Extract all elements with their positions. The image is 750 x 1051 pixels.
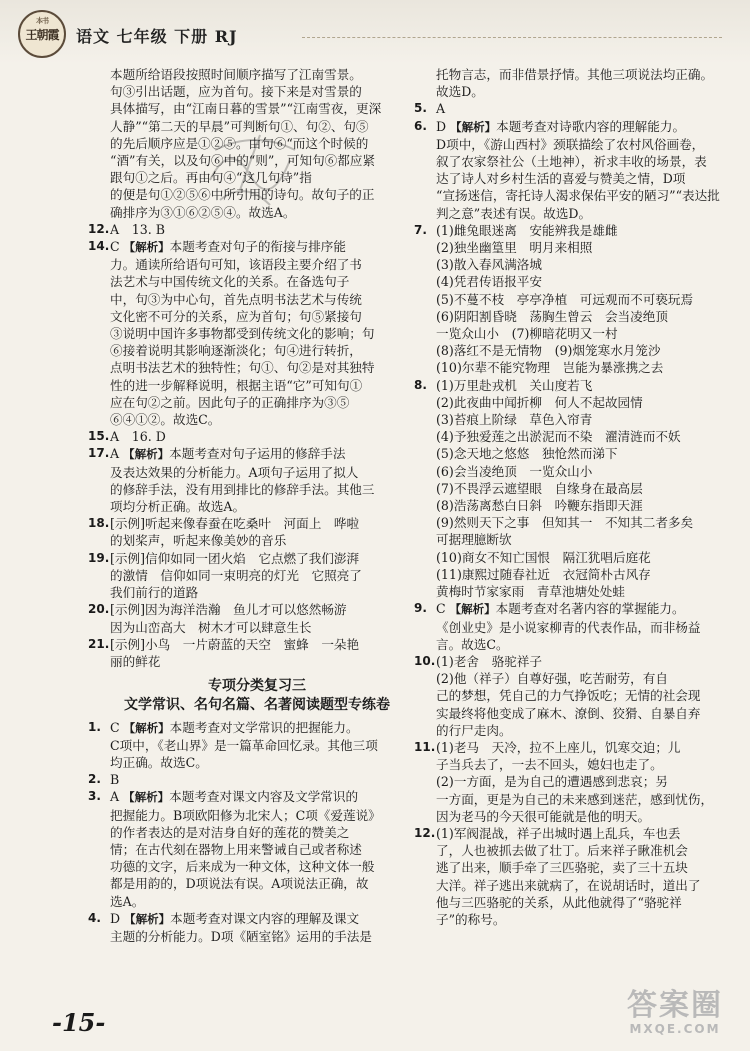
publisher-logo — [18, 10, 66, 58]
watermark-url: MXQE.COM — [629, 1022, 721, 1036]
item-number: 12. — [414, 825, 436, 840]
text-line: (11)康熙过随春社近 衣冠简朴古风存 — [436, 566, 651, 582]
text-line: 因为山峦高大 树木才可以肆意生长 — [110, 619, 312, 635]
text-line: 中，句③为中心句，首先点明书法艺术与传统 — [110, 291, 362, 307]
logo-small-text: 本书 — [36, 16, 48, 25]
item-text: A — [436, 101, 446, 117]
item-lines — [110, 928, 426, 945]
text-line: 判之意”表述有误。故选D。 — [436, 205, 592, 221]
text-line: 故选D。 — [436, 84, 484, 100]
text-line: 的修辞手法，没有用到排比的修辞手法。其他三 — [110, 481, 375, 497]
analysis-tag: 【解析】 — [449, 602, 496, 617]
item-number: 1. — [88, 719, 101, 734]
text-line: 达了诗人对乡村生活的喜爱与赞美之情，D项 — [436, 171, 686, 187]
text-line: (3)苔痕上阶绿 草色入帘青 — [436, 412, 593, 428]
text-line: 因为老马的今天很可能就是他的明天。 — [436, 808, 651, 824]
text-line: 功德的文字，后来成为一种文体，这种文体一般 — [110, 859, 375, 875]
text-line: (1)万里赴戎机 关山度若飞 — [436, 377, 593, 393]
text-line: (4)予独爱莲之出淤泥而不染 濯清涟而不妖 — [436, 429, 681, 445]
continued-explanation — [414, 66, 746, 100]
site-watermark — [610, 990, 740, 1046]
item-text: B — [110, 772, 120, 788]
answer-item-18 — [88, 515, 426, 549]
text-line: (1)老舍 骆驼祥子 — [436, 653, 542, 669]
section-item-3 — [88, 788, 426, 909]
page-header — [0, 0, 750, 64]
text-line: (5)不蔓不枝 亭亭净植 可远观而不可亵玩焉 — [436, 291, 694, 307]
item-lines — [436, 136, 746, 222]
item-number: 12. — [88, 221, 110, 236]
text-line: [示例]信仰如同一团火焰 它点燃了我们澎湃 — [110, 550, 360, 566]
text-line: 可据理臆断欤 — [436, 532, 512, 548]
text-line: (7)不畏浮云遮望眼 自缘身在最高层 — [436, 480, 643, 496]
item-text: 本题考查对名著内容的掌握能力。 — [495, 601, 685, 617]
text-line: (9)然则天下之事 但知其一 不知其二者多矣 — [436, 515, 694, 531]
item-lines — [110, 515, 426, 549]
text-line: (1)老马 天冷，拉不上座儿，饥寒交迫；儿 — [436, 739, 681, 755]
text-line: (8)落红不是无情物 (9)烟笼寒水月笼沙 — [436, 343, 661, 359]
text-line: (5)念天地之悠悠 独怆然而涕下 — [436, 446, 618, 462]
item-number: 5. — [414, 101, 427, 116]
item-number: 4. — [88, 910, 101, 925]
item-number: 21. — [88, 636, 110, 651]
answer-letter: C — [110, 239, 120, 255]
answer-item-17 — [88, 445, 426, 515]
text-line: (10)尔辈不能究物理 岂能为暴涨携之去 — [436, 360, 664, 376]
explanation-line: 本题所给语段按照时间顺序描写了江南雪景。 — [110, 67, 362, 82]
item-number: 7. — [414, 222, 427, 237]
text-line: 都是用韵的，D项说法有误。A项说法正确，故 — [110, 876, 369, 892]
text-line: (2)独坐幽篁里 明月来相照 — [436, 240, 593, 256]
section-item-6 — [414, 118, 746, 222]
answer-item-20 — [88, 601, 426, 635]
explanation-line: 人静”“第二天的早晨”可判断句①、句②、句⑤ — [110, 118, 369, 134]
left-column — [88, 66, 426, 945]
text-line: ③说明中国许多事物都受到传统文化的影响；句 — [110, 326, 375, 342]
analysis-tag: 【解析】 — [123, 720, 170, 735]
explanation-line: 句③引出话题，应为首句。接下来是对雪景的 — [110, 84, 362, 100]
analysis-tag: 【解析】 — [123, 447, 170, 462]
text-line: 子当兵去了，一去不回头，媳妇也走了。 — [436, 757, 663, 773]
section-subtitle: 文学常识、名句名篇、名著阅读题型专练卷 — [124, 697, 390, 714]
item-number: 14. — [88, 239, 110, 254]
q11-explanation — [88, 66, 426, 221]
text-line: 言。故选C。 — [436, 636, 509, 652]
answer-item-19 — [88, 550, 426, 602]
item-text: 本题考查对句子运用的修辞手法 — [169, 446, 346, 462]
text-line: 实最终将他变成了麻木、潦倒、狡猾、自暴自弃 — [436, 705, 701, 721]
answer-item-12 — [88, 221, 426, 238]
text-line: 点明书法艺术的独特性；句①、句②是对其独特 — [110, 360, 375, 376]
text-line: 的作者表达的是对洁身自好的莲花的赞美之 — [110, 824, 350, 840]
text-line: 把握能力。B项欧阳修为北宋人；C项《爱莲说》 — [110, 807, 381, 823]
text-line: (1)雌兔眼迷离 安能辨我是雄雌 — [436, 222, 618, 238]
text-line: (1)军阀混战，祥子出城时遇上乱兵，车也丢 — [436, 825, 681, 841]
text-line: (3)散入春风满洛城 — [436, 257, 542, 273]
text-line: 丽的鲜花 — [110, 653, 161, 669]
watermark-text: 答案圈 — [627, 988, 723, 1023]
text-line: (2)此夜曲中闻折柳 何人不起故园情 — [436, 394, 643, 410]
section-item-4 — [88, 910, 426, 945]
text-line: 应在句②之前。因此句子的正确排序为③⑤ — [110, 394, 350, 410]
text-line: [示例]因为海洋浩瀚 鱼儿才可以悠然畅游 — [110, 602, 347, 618]
item-text: 本题考查对文学常识的把握能力。 — [169, 719, 359, 735]
item-lines — [110, 737, 426, 771]
section-item-7 — [414, 222, 746, 377]
text-line: 性的进一步解释说明，根据主语“它”可知句① — [110, 377, 363, 393]
text-line: 一览众山小 (7)柳暗花明又一村 — [436, 326, 618, 342]
answer-letter: D — [436, 118, 447, 134]
analysis-tag: 【解析】 — [123, 240, 170, 255]
text-line: 己的梦想，凭自己的力气挣饭吃；无情的社会现 — [436, 688, 701, 704]
text-line: 他与三匹骆驼的关系，从此他就得了“骆驼祥 — [436, 894, 682, 910]
text-line: 项均分析正确。故选A。 — [110, 499, 246, 515]
text-line: 子”的称号。 — [436, 911, 506, 927]
explanation-line: “酒”有关，以及句⑥中的“则”，可知句⑥都应紧 — [110, 153, 376, 169]
text-line: 法艺术与中国传统文化的关系。在备选句子 — [110, 274, 350, 290]
section-item-10 — [414, 653, 746, 739]
section-item-11 — [414, 739, 746, 825]
text-line: (6)阴阳割昏晓 荡胸生曾云 会当凌绝顶 — [436, 308, 668, 324]
page-number: -15- — [52, 1008, 106, 1037]
item-lines — [436, 653, 746, 739]
item-text: 本题考查对课文内容及文学常识的 — [169, 789, 359, 805]
section-item-1 — [88, 719, 426, 772]
text-line: 《创业史》是小说家柳青的代表作品，而非杨益 — [436, 619, 701, 635]
item-number: 20. — [88, 602, 110, 617]
item-number: 19. — [88, 550, 110, 565]
answer-item-21 — [88, 636, 426, 670]
text-line: (6)会当凌绝顶 一览众山小 — [436, 463, 593, 479]
item-text: 本题考查对课文内容的理解及课文 — [170, 910, 360, 926]
header-divider — [302, 37, 722, 38]
item-lines — [110, 601, 426, 635]
text-line: 黄梅时节家家雨 青草池塘处处蛙 — [436, 584, 625, 600]
text-line: 了，人也被抓去做了壮丁。后来祥子瞅准机会 — [436, 843, 688, 859]
explanation-line: 确排序为③①⑥②⑤④。故选A。 — [110, 204, 296, 220]
item-lines — [436, 739, 746, 825]
section-title: 专项分类复习三 — [208, 678, 306, 695]
text-line: 的激情 信仰如同一束明亮的灯光 它照亮了 — [110, 567, 362, 583]
analysis-tag: 【解析】 — [123, 790, 170, 805]
text-line: 托物言志，而非借景抒情。其他三项说法均正确。 — [436, 67, 714, 82]
text-line: 一方面，更是为自己的未来感到迷茫，感到忧伤， — [436, 791, 714, 807]
text-line: 我们前行的道路 — [110, 585, 199, 601]
item-number: 18. — [88, 516, 110, 531]
answer-letter: C — [110, 719, 120, 735]
text-line: D项中，《游山西村》颈联描绘了农村风俗画卷， — [436, 136, 705, 152]
text-line: “宣扬迷信，寄托诗人渴求保佑平安的陋习”“表达批 — [436, 188, 720, 204]
text-line: 均正确。故选C。 — [110, 754, 208, 770]
item-number: 15. — [88, 429, 110, 444]
text-line: ⑥接着说明其影响逐渐淡化；句④进行转折， — [110, 343, 362, 359]
answer-letter: A — [110, 789, 120, 805]
answer-letter: C — [436, 601, 446, 617]
analysis-tag: 【解析】 — [450, 119, 497, 134]
section-item-12 — [414, 825, 746, 928]
item-number: 9. — [414, 601, 427, 616]
text-line: [示例]小鸟 一片蔚蓝的天空 蜜蜂 一朵艳 — [110, 636, 360, 652]
logo-text: 王朝霞 — [25, 27, 59, 42]
analysis-tag: 【解析】 — [124, 911, 171, 926]
item-lines — [436, 377, 746, 601]
text-line: 主题的分析能力。D项《陋室铭》运用的手法是 — [110, 928, 372, 944]
section-item-5 — [414, 100, 746, 117]
text-line: 情；在古代刻在器物上用来警诫自己或者称述 — [110, 841, 362, 857]
answer-letter: D — [110, 910, 121, 926]
item-lines — [436, 825, 746, 928]
text-line: (8)浩荡离愁白日斜 吟鞭东指即天涯 — [436, 498, 643, 514]
answer-letter: A — [110, 446, 120, 462]
item-number: 17. — [88, 446, 110, 461]
item-text: 本题考查对句子的衔接与排序能 — [169, 239, 346, 255]
item-lines — [110, 807, 426, 910]
item-number: 6. — [414, 118, 427, 133]
text-line: ⑥④①②。故选C。 — [110, 412, 221, 428]
text-line: 选A。 — [110, 893, 145, 909]
right-column — [414, 66, 746, 928]
section-item-8 — [414, 377, 746, 601]
book-title: 语文 七年级 下册 RJ — [76, 27, 238, 46]
item-number: 2. — [88, 772, 101, 787]
text-line: C项中，《老山界》是一篇革命回忆录。其他三项 — [110, 737, 378, 753]
item-lines — [436, 619, 746, 653]
text-line: [示例]听起来像春蚕在吃桑叶 河面上 哗啦 — [110, 516, 360, 532]
answer-item-14 — [88, 238, 426, 428]
text-line: 及表达效果的分析能力。A项句子运用了拟人 — [110, 464, 359, 480]
answer-item-15 — [88, 428, 426, 445]
text-line: 逃了出来，顺手牵了三匹骆驼，卖了三十五块 — [436, 860, 688, 876]
text-line: (10)商女不知亡国恨 隔江犹唱后庭花 — [436, 549, 651, 565]
text-line: 文化密不可分的关系，应为首句；句⑤紧接句 — [110, 308, 362, 324]
text-line: 叙了农家祭社公（土地神），祈求丰收的场景，表 — [436, 154, 707, 170]
text-line: (2)他（祥子）自尊好强，吃苦耐劳，有自 — [436, 671, 668, 687]
text-line: 力。通读所给语句可知，该语段主要介绍了书 — [110, 257, 362, 273]
item-lines — [110, 550, 426, 602]
item-lines — [110, 636, 426, 670]
item-lines — [110, 256, 426, 428]
item-lines — [110, 464, 426, 516]
item-number: 3. — [88, 789, 101, 804]
explanation-line: 的便是句①②⑤⑥中所引用的诗句。故句子的正 — [110, 187, 375, 203]
item-number: 8. — [414, 377, 427, 392]
item-lines — [436, 222, 746, 377]
section-item-9 — [414, 600, 746, 653]
text-line: 的划桨声，听起来像美妙的音乐 — [110, 533, 287, 549]
text-line: 的行尸走肉。 — [436, 722, 512, 738]
item-number: 11. — [414, 739, 436, 754]
item-number: 10. — [414, 653, 436, 668]
text-line: (2)一方面，是为自己的遭遇感到悲哀；另 — [436, 774, 668, 790]
explanation-line: 的先后顺序应是①②⑤。由句⑥“而这个时候的 — [110, 135, 369, 151]
explanation-line: 跟句①之后。再由句④“这几句诗”指 — [110, 170, 312, 186]
explanation-line: 具体描写，由“江南日暮的雪景”“江南雪夜，更深 — [110, 101, 382, 117]
text-line: (4)凭君传语报平安 — [436, 274, 542, 290]
item-text: 本题考查对诗歌内容的理解能力。 — [496, 118, 686, 134]
item-text: A 16. D — [110, 429, 166, 445]
item-text: A 13. B — [110, 221, 165, 237]
text-line: 大洋。祥子逃出来就病了，在说胡话时，道出了 — [436, 877, 701, 893]
section-item-2 — [88, 771, 426, 788]
